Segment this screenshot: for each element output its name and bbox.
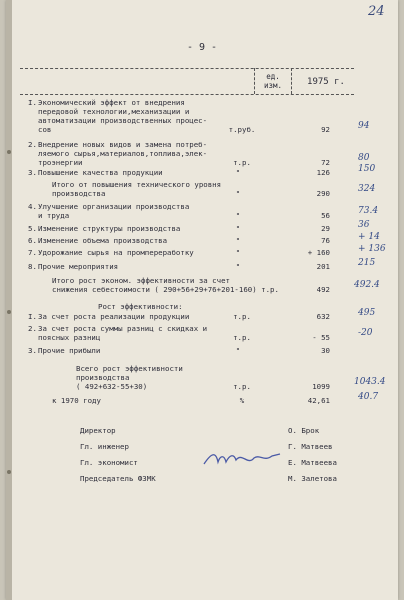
handwritten-correction: 492.4 <box>354 280 380 290</box>
row-number: I. <box>28 98 37 107</box>
signatory-name: М. Залетова <box>288 474 337 483</box>
row-unit: " <box>235 248 241 257</box>
row-unit: т.р. <box>233 382 251 391</box>
row-unit: т.р. <box>233 158 251 167</box>
handwritten-correction: 1043.4 <box>354 377 386 387</box>
row-label: Изменение объема производства <box>38 236 168 245</box>
header-top-rule <box>20 68 354 69</box>
row-unit: " <box>235 211 241 220</box>
binding-hole <box>7 150 11 154</box>
signatory-role: Председатель ФЗМК <box>80 474 156 483</box>
row-unit: т.руб. <box>228 125 256 134</box>
handwritten-correction: 150 <box>358 164 376 174</box>
row-value: 201 <box>316 262 330 271</box>
row-label: Рост эффективности: <box>98 302 183 311</box>
row-number: 7. <box>28 248 37 257</box>
row-value: 126 <box>316 168 330 177</box>
row-label: Экономический эффект от внедрения передовой технологии,механизации и автоматизации производственных процес- сов <box>38 98 208 134</box>
row-value: 290 <box>316 189 330 198</box>
handwritten-correction: 215 <box>358 258 376 268</box>
row-unit: т.р. <box>233 333 251 342</box>
document-page <box>6 0 398 600</box>
handwritten-correction: 324 <box>358 184 376 194</box>
handwritten-correction: -20 <box>358 328 373 338</box>
row-label: Итого рост эконом. эффективности за счет снижения себестоимости ( 290+56+29+76+201-160) т.р. <box>52 276 279 294</box>
row-unit: " <box>235 236 241 245</box>
signatory-role: Гл. инженер <box>80 442 129 451</box>
row-label: Итого от повышения технического уровня производства <box>52 180 222 198</box>
handwritten-correction: 40.7 <box>358 392 379 402</box>
row-label: За счет роста суммы разниц с скидках и поясных разниц <box>38 324 208 342</box>
unit-column-header: ед. изм. <box>263 72 283 90</box>
row-value: 72 <box>321 158 330 167</box>
handwritten-correction: 495 <box>358 308 376 318</box>
row-label: Прочие прибыли <box>38 346 101 355</box>
binding-strip <box>6 0 12 600</box>
row-number: 5. <box>28 224 37 233</box>
row-unit: " <box>235 262 241 271</box>
row-unit: " <box>235 224 241 233</box>
handwritten-correction: 94 <box>358 121 370 131</box>
year-column-header: 1975 г. <box>307 77 345 87</box>
row-label: Прочие мероприятия <box>38 262 119 271</box>
row-value: 76 <box>321 236 330 245</box>
header-col-separator <box>254 68 255 94</box>
header-bottom-rule <box>20 94 354 95</box>
archive-number: 24 <box>368 4 385 19</box>
row-value: 632 <box>316 312 330 321</box>
handwritten-correction: 80 <box>358 153 370 163</box>
handwritten-correction: 73.4 <box>358 206 379 216</box>
row-value: 29 <box>321 224 330 233</box>
page-number: - 9 - <box>186 42 218 53</box>
row-label: к 1970 году <box>52 396 101 405</box>
handwritten-signature <box>202 448 282 470</box>
signatory-name: Г. Матвеев <box>288 442 333 451</box>
row-label: Изменение структуры производства <box>38 224 181 233</box>
row-number: 2. <box>28 324 37 333</box>
row-value: 1099 <box>312 382 330 391</box>
row-unit: % <box>239 396 245 405</box>
row-value: 92 <box>321 125 330 134</box>
signatory-name: Е. Матвеева <box>288 458 337 467</box>
row-label: Удорожание сырья на промпереработку <box>38 248 194 257</box>
row-label: За счет роста реализации продукции <box>38 312 190 321</box>
row-number: 3. <box>28 346 37 355</box>
row-unit: т.р. <box>233 312 251 321</box>
handwritten-correction: + 14 <box>358 232 380 242</box>
binding-hole <box>7 470 11 474</box>
handwritten-correction: + 136 <box>358 244 386 254</box>
row-number: 4. <box>28 202 37 211</box>
row-label: Повышение качества продукции <box>38 168 163 177</box>
row-number: 8. <box>28 262 37 271</box>
row-unit: " <box>235 168 241 177</box>
row-label: Всего рост эффективности производства ( 492+632-55+30) <box>76 364 183 391</box>
row-number: 2. <box>28 140 37 149</box>
row-value: 56 <box>321 211 330 220</box>
signatory-name: О. Брок <box>288 426 320 435</box>
row-unit: " <box>235 189 241 198</box>
row-number: 3. <box>28 168 37 177</box>
header-col-separator <box>291 68 292 94</box>
binding-hole <box>7 310 11 314</box>
row-value: 492 <box>316 285 330 294</box>
row-value: - 55 <box>312 333 330 342</box>
row-number: 6. <box>28 236 37 245</box>
signatory-role: Гл. экономист <box>80 458 138 467</box>
row-value: + 160 <box>307 248 330 257</box>
row-label: Улучшение организации производства и труда <box>38 202 190 220</box>
row-value: 42,61 <box>307 396 330 405</box>
signatory-role: Директор <box>80 426 116 435</box>
row-label: Внедрение новых видов и замена потреб- ляемого сырья,материалов,топлива,элек- троэнергии <box>38 140 208 167</box>
row-number: I. <box>28 312 37 321</box>
row-unit: " <box>235 346 241 355</box>
row-value: 30 <box>321 346 330 355</box>
handwritten-correction: 36 <box>358 220 370 230</box>
